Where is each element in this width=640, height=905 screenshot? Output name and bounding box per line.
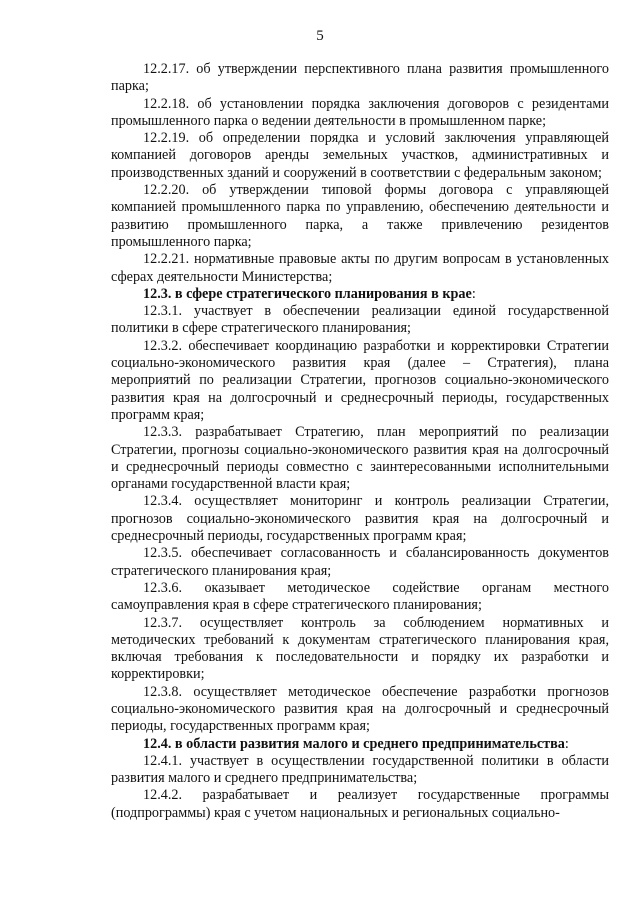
section-colon-12-3: : — [471, 285, 476, 302]
section-heading-12-4 — [111, 736, 609, 753]
section-colon-12-4: : — [564, 735, 569, 752]
paragraph-12-3-6: 12.3.6. оказывает методическое содействие органам местного самоуправления края в сфере стратегического планирования; — [111, 579, 609, 614]
document-body — [111, 61, 609, 822]
section-heading-12-3 — [111, 286, 609, 303]
paragraph-12-2-20: 12.2.20. об утверждении типовой формы договора с управляющей компанией промышленного парка по управлению, обеспечению деятельности и развитию промышленного парка, а также привлечению резидентов промышленного парка; — [111, 182, 609, 250]
paragraph-12-3-3: 12.3.3. разрабатывает Стратегию, план мероприятий по реализации Стратегии, прогнозы социально-экономического развития края на долгосрочный и среднесрочный периоды совместно с заинтересованными исполнительными органами государственной власти края; — [111, 424, 609, 493]
paragraph-12-3-2: 12.3.2. обеспечивает координацию разработки и корректировки Стратегии социально-экономического развития края (далее – Стратегия), плана мероприятий по реализации Стратегии, прогнозов социально-экономического развития края на долгосрочный и среднесрочный периоды, государственных программ края; — [111, 337, 609, 423]
paragraph-12-4-2: 12.4.2. разрабатывает и реализует государственные программы (подпрограммы) края с учетом национальных и региональных социально- — [111, 787, 609, 821]
paragraph-12-3-8: 12.3.8. осуществляет методическое обеспечение разработки прогнозов социально-экономического развития края на долгосрочный и среднесрочный периоды, государственных программ края; — [111, 683, 609, 735]
paragraph-12-3-7: 12.3.7. осуществляет контроль за соблюдением нормативных и методических требований к документам стратегического планирования края, включая требования к последовательности и порядку их разработки и корректировки; — [111, 614, 609, 683]
paragraph-12-2-21: 12.2.21. нормативные правовые акты по другим вопросам в установленных сферах деятельности Министерства; — [111, 251, 609, 285]
section-title-12-4: 12.4. в области развития малого и среднего предпринимательства — [143, 735, 565, 752]
paragraph-12-2-19: 12.2.19. об определении порядка и условий заключения управляющей компанией договоров аренды земельных участков, административных и производственных зданий и сооружений в соответствии с федеральным законом; — [111, 130, 609, 181]
paragraph-12-3-1: 12.3.1. участвует в обеспечении реализации единой государственной политики в сфере стратегического планирования; — [111, 303, 609, 337]
paragraph-12-3-5: 12.3.5. обеспечивает согласованность и сбалансированность документов стратегического планирования края; — [111, 545, 609, 579]
paragraph-12-3-4: 12.3.4. осуществляет мониторинг и контроль реализации Стратегии, прогнозов социально-экономического развития края на долгосрочный и среднесрочный периоды, государственных программ края; — [111, 493, 609, 545]
section-title-12-3: 12.3. в сфере стратегического планирования в крае — [143, 285, 472, 302]
paragraph-12-2-17: 12.2.17. об утверждении перспективного плана развития промышленного парка; — [111, 61, 609, 95]
paragraph-12-2-18: 12.2.18. об установлении порядка заключения договоров с резидентами промышленного парка о ведении деятельности в промышленном парке; — [111, 95, 609, 129]
page-number: 5 — [316, 28, 324, 44]
paragraph-12-4-1: 12.4.1. участвует в осуществлении государственной политики в области развития малого и среднего предпринимательства; — [111, 752, 609, 787]
